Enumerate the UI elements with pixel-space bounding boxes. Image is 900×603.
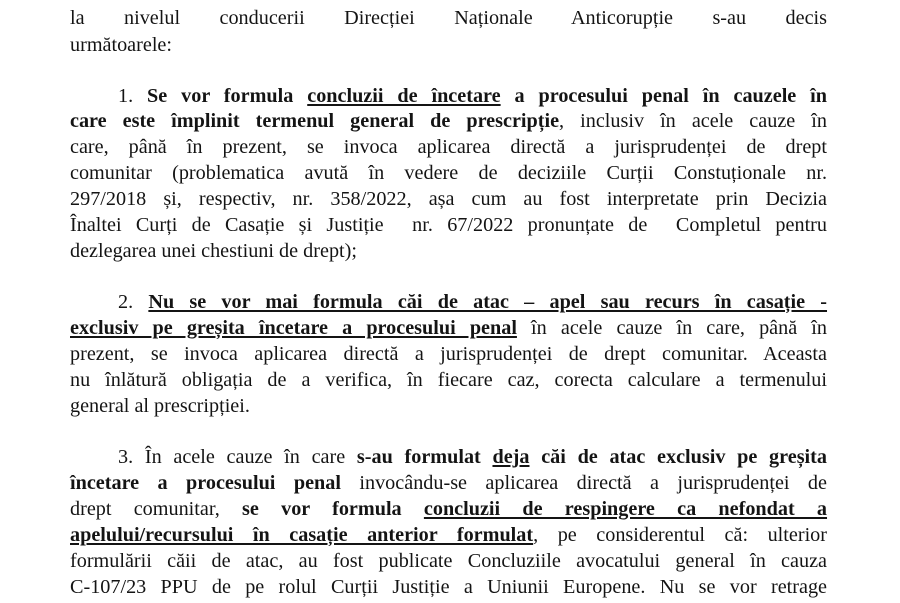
text-segment: în acele cauze în care, până în bbox=[516, 317, 828, 339]
text-segment: , pe considerentul că: ulterior bbox=[533, 524, 827, 546]
item-number: 2. bbox=[118, 291, 149, 313]
text-segment: Înaltei Curți de Casație și Justiție nr. 67/2022 pronunțate de Completul pentru bbox=[70, 214, 827, 236]
text-segment-bold-underlined: deja bbox=[492, 446, 530, 468]
item-1-line-5 bbox=[70, 187, 827, 211]
text-segment-bold: căi de atac exclusiv pe greșita bbox=[529, 446, 827, 468]
item-2-line-5 bbox=[70, 394, 827, 418]
item-3-line-2 bbox=[70, 471, 827, 495]
text-segment-bold: a procesului penal în cauzele în bbox=[500, 85, 828, 107]
item-1-line-3 bbox=[70, 135, 827, 159]
item-1-line-7 bbox=[70, 239, 827, 263]
text-segment: comunitar (problematica avută în vedere de deciziile Curții Constuționale nr. bbox=[70, 162, 827, 184]
text-segment-bold: Se vor formula bbox=[147, 85, 308, 107]
item-2-line-3 bbox=[70, 342, 827, 366]
text-segment-bold: s-au formulat bbox=[356, 446, 493, 468]
text-segment-bold-underlined: concluzii de încetare bbox=[307, 85, 501, 107]
item-1-line-1 bbox=[118, 84, 827, 108]
text-segment: dezlegarea unei chestiuni de drept); bbox=[70, 240, 357, 262]
item-3-line-1 bbox=[118, 445, 827, 469]
item-number: 3. În acele cauze în care bbox=[118, 446, 357, 468]
item-1-line-4 bbox=[70, 161, 827, 185]
text-segment: C-107/23 PPU de pe rolul Curții Justiție a Uniunii Europene. Nu se vor retrage bbox=[70, 576, 827, 598]
text-segment: formulării căii de atac, au fost publicate Concluziile avocatului general în cauza bbox=[70, 550, 827, 572]
text-segment: 297/2018 și, respectiv, nr. 358/2022, așa cum au fost interpretate prin Decizia bbox=[70, 188, 827, 210]
item-2-line-4 bbox=[70, 368, 827, 392]
text-segment-bold: se vor formula bbox=[242, 498, 424, 520]
intro-line-2 bbox=[70, 33, 827, 57]
item-number: 1. bbox=[118, 85, 148, 107]
text-segment: prezent, se invoca aplicarea directă a jurisprudenței de drept comunitar. Aceasta bbox=[70, 343, 827, 365]
text-segment: drept comunitar, bbox=[70, 498, 243, 520]
text-segment-bold-underlined: exclusiv pe greșita încetare a procesului penal bbox=[70, 317, 517, 339]
item-3-line-5 bbox=[70, 549, 827, 573]
text-segment-bold-underlined: concluzii de respingere ca nefondat a bbox=[423, 498, 828, 520]
text-segment: nu înlătură obligația de a verifica, în fiecare caz, corecta calculare a termenului bbox=[70, 369, 827, 391]
text-segment-bold: încetare a procesului penal bbox=[70, 472, 341, 494]
text-segment: invocându-se aplicarea directă a jurisprudenței de bbox=[340, 472, 827, 494]
item-3-line-4 bbox=[70, 523, 827, 547]
text-segment: general al prescripției. bbox=[70, 395, 250, 417]
text-segment: , inclusiv în acele cauze în bbox=[559, 110, 827, 132]
item-1-line-2 bbox=[70, 109, 827, 133]
item-3-line-6 bbox=[70, 575, 827, 599]
text-segment-bold: care este împlinit termenul general de prescripție bbox=[70, 110, 560, 132]
item-2-line-2 bbox=[70, 316, 827, 340]
item-1-line-6 bbox=[70, 213, 827, 237]
text-segment: care, până în prezent, se invoca aplicarea directă a jurisprudenței de drept bbox=[70, 136, 827, 158]
item-2-line-1 bbox=[118, 290, 827, 314]
text-segment: următoarele: bbox=[70, 34, 173, 56]
text-segment-bold-underlined: Nu se vor mai formula căi de atac – apel sau recurs în casație - bbox=[148, 291, 828, 313]
text-segment: la nivelul conducerii Direcției Naționale Anticorupție s-au decis bbox=[70, 7, 827, 29]
item-3-line-3 bbox=[70, 497, 827, 521]
text-segment-bold-underlined: apelului/recursului în casație anterior formulat bbox=[70, 524, 534, 546]
intro-line-1 bbox=[70, 6, 827, 30]
